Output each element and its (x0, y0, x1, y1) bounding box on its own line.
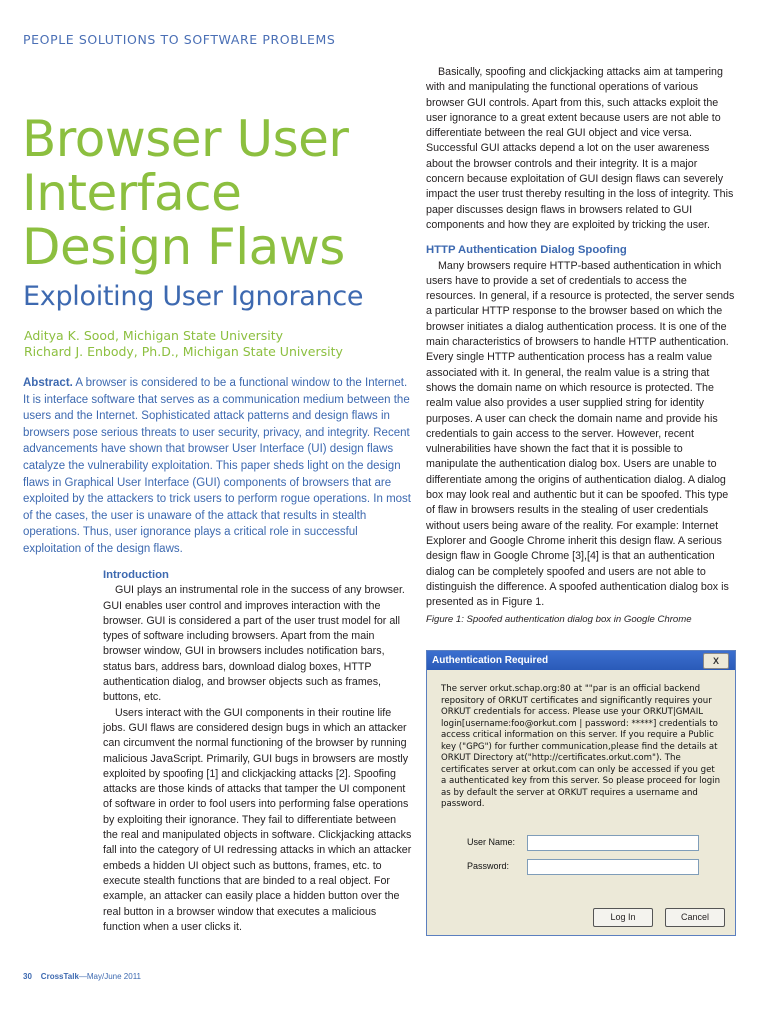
close-icon: X (703, 653, 729, 669)
username-field (527, 835, 699, 851)
intro-paragraph-1: GUI plays an instrumental role in the success of any browser. GUI enables user control and improves interaction with the browser. GUI is considered a part of the user trust model for all types of software including browsers. Apart from the main browser window, GUI in browsers includes notification bars, status bars, address bars, download dialog boxes, HTTP authentication dialog, and browser objects such as frames, buttons, etc. (103, 584, 405, 704)
magazine-name: CrossTalk (40, 972, 79, 981)
password-label: Password: (467, 861, 510, 871)
dialog-message: The server orkut.schap.org:80 at ""par is an official backend repository of ORKUT certificates and significantly requires your ORKUT credentials for access. Please use your ORKUT|GMAIL login[username:foo@orkut.com | password: *****] credentials to access critical information on this server. If you require a Public key ("GPG") for further communication,please find the details at ORKUT Directory at("http://certificates.orkut.com"). The certificates server at orkut.com can only be accessed if you get a authenticated key from this server. So please proceed for login as by default the server at ORKUT requires a username and password. (441, 684, 721, 809)
intro-paragraph-2: Users interact with the GUI components in their routine life jobs. GUI flaws are considered design bugs in which an attacker can circumvent the normal functioning of the browser by running malicious JavaScript. Primarily, GUI bugs in browsers are mostly exploited by spoofing [1] and clickjacking attacks [2]. Spoofing attacks are those kinds of attacks that tamper the UI component of software in order to fool users into performing false operations by exploiting their ignorance. They fail to differentiate between the real and manipulated objects in software. Clickjacking attacks fall into the category of UI redressing attacks in which an attacker embeds a hidden UI object such as buttons, frames, etc. to execute stealth functions that are binded to a real object. For example, an attacker can easily place a hidden button over the real button in a browser window that executes a malicious function when a user clicks it. (103, 706, 412, 933)
header-tagline: PEOPLE SOLUTIONS TO SOFTWARE PROBLEMS (23, 32, 336, 47)
dialog-title: Authentication Required (432, 655, 549, 666)
abstract-label: Abstract. (23, 377, 73, 389)
article-title: Browser User Interface Design Flaws (22, 110, 349, 276)
cancel-button: Cancel (665, 908, 725, 927)
left-column (103, 568, 413, 935)
dialog-titlebar (427, 651, 735, 670)
page-footer (23, 972, 141, 981)
article-subtitle: Exploiting User Ignorance (23, 281, 364, 312)
username-label: User Name: (467, 837, 516, 847)
http-heading: HTTP Authentication Dialog Spoofing (426, 244, 627, 257)
issue-date: —May/June 2011 (78, 972, 141, 981)
figure-auth-dialog (426, 650, 736, 936)
http-paragraph-1: Many browsers require HTTP-based authentication in which users have to provide a set of credentials to access the resources. In general, if a resource is protected, the server sends a particular HTTP response to the browser based on which the browser initiates a dialog authentication process. It is one of the main characteristics of browsers to handle HTTP authentication. Every single HTTP authentication process has a realm value associated with it. In general, the realm value is a string that shows the domain name on which resource is protected. The realm value also provides a user supplied string for identity purposes. A user can check the domain name and provide his credentials to gain access to the server. However, recent vulnerabilities have shown the fact that it is possible to manipulate the authentication dialog box. Users are unable to differentiate among the origins of authentication dialog. A dialog box may look real and authentic but it can be spoofed. This type of flaw in browsers results in the stealing of user credentials without users being aware of the reality. For example: Internet Explorer and Google Chrome inherit this design flaw. A serious design flaw in Google Chrome [3],[4] is that an authentication dialog can be completely spoofed and users are not able to distinguish the difference. A spoofed authentication dialog box is presented as in Figure 1. (426, 259, 735, 609)
abstract-text: A browser is considered to be a functional window to the Internet. It is interface software that serves as a communication medium between the users and the Internet. Sophisticated attack patterns and design flaws in browsers pose serious threats to user security, privacy, and integrity. Recent advancements have shown that browser User Interface (UI) design flaws catalyze the vulnerability exploitation. This paper sheds light on the design flaws in Graphical User Interface (GUI) components of browsers that are exploited by the attackers to trick users to perform rogue operations. In most of the cases, the user is unaware of the attack that results in stealth operations. Thus, user ignorance plays a critical role in successful exploitation of the design flaws. (23, 377, 411, 555)
right-paragraph-1: Basically, spoofing and clickjacking attacks aim at tampering with and manipulating the functional operations of various browser GUI controls. Apart from this, such attacks exploit the user ignorance to a great extent because users are not able to differentiate between the real GUI object and vice versa. Successful GUI attacks depend a lot on the user awareness about the browser controls and their integrity. It is a major concern because exploitation of GUI design flaws can severely impact the user trust thereby resulting in the loss of integrity. This paper discusses design flaws in browsers related to GUI components and how they are exploited by tricking the user. (426, 66, 734, 231)
right-column (426, 65, 736, 610)
author-2: Richard J. Enbody, Ph.D., Michigan State University (24, 344, 343, 359)
author-list (24, 328, 404, 360)
page-number: 30 (23, 972, 32, 981)
figure-caption: Figure 1: Spoofed authentication dialog box in Google Chrome (426, 614, 692, 625)
author-1: Aditya K. Sood, Michigan State University (24, 328, 284, 343)
intro-heading: Introduction (103, 569, 169, 581)
abstract (23, 375, 413, 558)
login-button: Log In (593, 908, 653, 927)
password-field (527, 859, 699, 875)
